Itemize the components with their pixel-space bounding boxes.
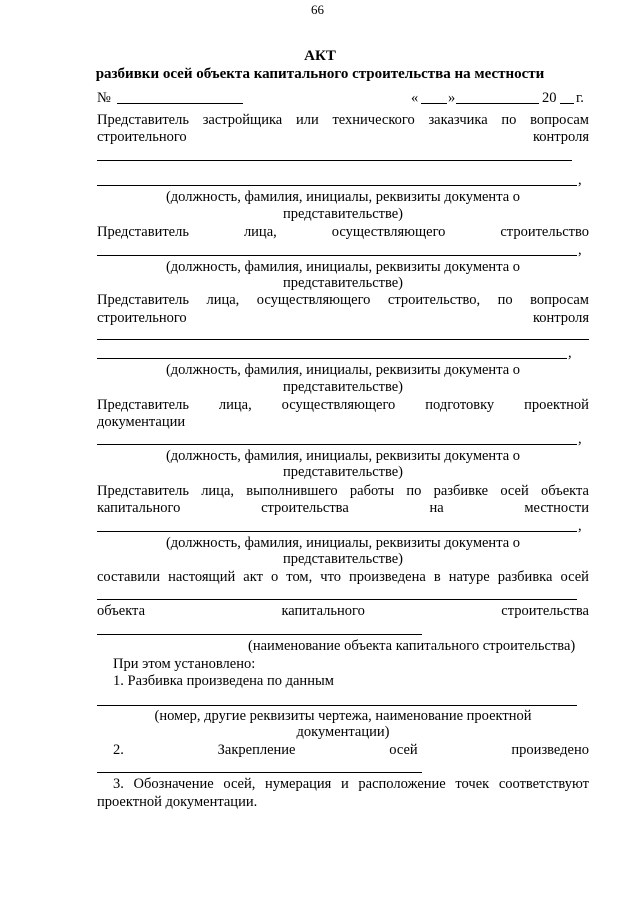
year-prefix: 20 [542, 90, 557, 106]
object-name-caption: (наименование объекта капитального строительства) [248, 638, 576, 654]
developer-rep-field-2[interactable] [97, 185, 577, 186]
developer-rep-line1: Представитель застройщика или технического заказчика по вопросам [97, 112, 589, 128]
position-caption-line1: (должность, фамилия, инициалы, реквизиты документа о [165, 535, 521, 551]
position-caption-line2: представительстве) [282, 379, 404, 395]
item-1: 1. Разбивка произведена по данным [113, 673, 334, 689]
designer-rep-field[interactable] [97, 444, 577, 445]
developer-rep-line2: строительного контроля [97, 129, 589, 145]
builder-control-rep-line1: Представитель лица, осуществляющего строительство, по вопросам [97, 292, 589, 308]
month-field[interactable] [456, 103, 539, 104]
axes-field[interactable] [97, 599, 577, 600]
page-number: 66 [311, 2, 324, 17]
object-name-field[interactable] [97, 634, 422, 635]
number-field[interactable] [117, 103, 243, 104]
comma: , [578, 242, 582, 258]
statement-line: составили настоящий акт о том, что произведена в натуре разбивка осей [97, 569, 589, 585]
position-caption-line2: представительстве) [282, 551, 404, 567]
object-line: объекта капитального строительства [97, 603, 589, 619]
position-caption-line2: представительстве) [282, 464, 404, 480]
quote-close: » [448, 90, 456, 106]
position-caption-line2: представительстве) [282, 206, 404, 222]
item-2: 2. Закрепление осей произведено [113, 742, 589, 758]
act-subtitle: разбивки осей объекта капитального строительства на местности [95, 66, 545, 82]
act-title: АКТ [304, 48, 336, 64]
designer-rep-line2: документации [97, 414, 186, 430]
quote-open: « [411, 90, 419, 106]
builder-control-rep-field-2[interactable] [97, 358, 567, 359]
year-suffix: г. [576, 90, 584, 106]
position-caption-line1: (должность, фамилия, инициалы, реквизиты документа о [165, 362, 521, 378]
established-heading: При этом установлено: [113, 656, 256, 672]
position-caption-line1: (должность, фамилия, инициалы, реквизиты документа о [165, 259, 521, 275]
item-3-line1: 3. Обозначение осей, нумерация и расположение точек соответствуют [113, 776, 589, 792]
developer-rep-field-1[interactable] [97, 160, 572, 161]
item-2-field[interactable] [97, 772, 422, 773]
year-field[interactable] [560, 103, 574, 104]
comma: , [568, 345, 572, 361]
position-caption-line1: (должность, фамилия, инициалы, реквизиты документа о [165, 448, 521, 464]
day-field[interactable] [421, 103, 447, 104]
drawing-caption-line1: (номер, другие реквизиты чертежа, наименование проектной [154, 708, 532, 724]
number-label: № [97, 90, 111, 106]
comma: , [578, 431, 582, 447]
position-caption-line2: представительстве) [282, 275, 404, 291]
comma: , [578, 172, 582, 188]
builder-control-rep-line2: строительного контроля [97, 310, 589, 326]
drawing-caption-line2: документации) [296, 724, 390, 740]
item-1-field[interactable] [97, 705, 577, 706]
position-caption-line1: (должность, фамилия, инициалы, реквизиты документа о [165, 189, 521, 205]
designer-rep-line1: Представитель лица, осуществляющего подготовку проектной [97, 397, 589, 413]
builder-rep-field[interactable] [97, 255, 577, 256]
item-3-line2: проектной документации. [97, 794, 258, 810]
builder-rep-line: Представитель лица, осуществляющего строительство [97, 224, 589, 240]
builder-control-rep-field-1[interactable] [97, 339, 589, 340]
surveyor-rep-field[interactable] [97, 531, 577, 532]
surveyor-rep-line2: капитального строительства на местности [97, 500, 589, 516]
surveyor-rep-line1: Представитель лица, выполнившего работы по разбивке осей объекта [97, 483, 589, 499]
comma: , [578, 518, 582, 534]
